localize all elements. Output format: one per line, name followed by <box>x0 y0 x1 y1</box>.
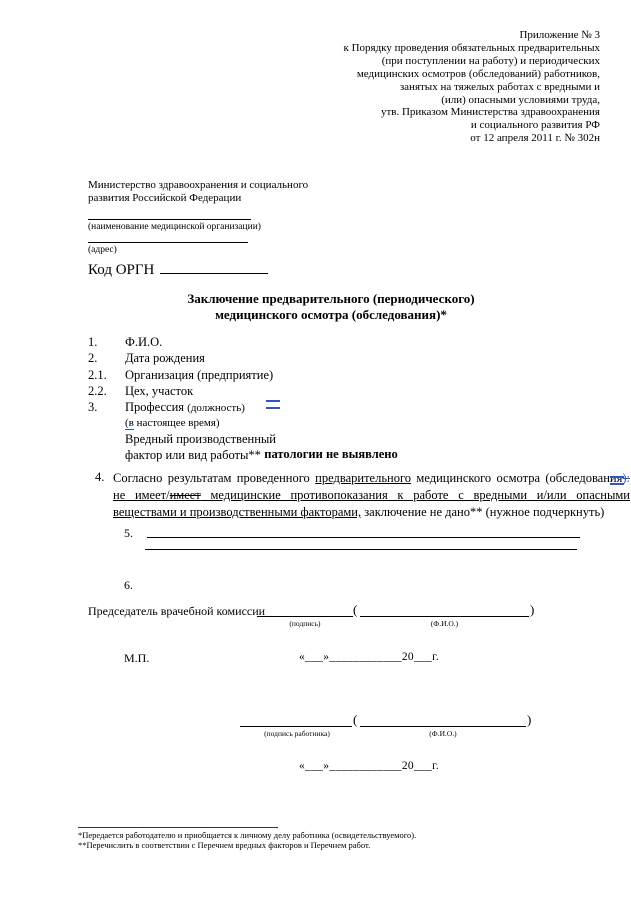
blank-line <box>160 260 268 274</box>
item-number: 4. <box>95 470 105 484</box>
footnote-separator <box>78 827 278 828</box>
paren-close: ) <box>527 712 532 727</box>
ministry-name: развития Российской Федерации <box>88 192 242 204</box>
blank-line <box>88 219 251 220</box>
chairman-label: Председатель врачебной комиссии <box>88 604 266 618</box>
appendix-line: (при поступлении на работу) и периодических <box>381 54 600 67</box>
item-label: Организация (предприятие) <box>125 367 274 382</box>
item-label: фактор или вид работы** <box>125 448 261 463</box>
appendix-line: от 12 апреля 2011 г. № 302н <box>470 132 600 145</box>
appendix-line: (или) опасными условиями труда, <box>441 93 600 106</box>
paragraph-4 <box>113 470 630 521</box>
now-rest: настоящее время) <box>133 417 220 430</box>
title-line: медицинского осмотра (обследования)* <box>215 306 447 322</box>
harmful-factor-line <box>88 431 276 447</box>
format-change-mark-icon <box>610 476 624 485</box>
title-line: Заключение предварительного (периодического) <box>187 291 475 306</box>
item-label <box>125 399 245 416</box>
tracked-change-underline: (в <box>125 417 134 430</box>
fio-caption: (Ф.И.О.) <box>430 619 459 628</box>
signature-blank <box>240 726 352 727</box>
paren-open: ( <box>353 602 358 617</box>
appendix-reference <box>343 29 600 145</box>
appendix-line: медицинских осмотров (обследований) работников, <box>356 67 600 80</box>
p4-underlined: не имеет/ <box>113 488 170 502</box>
paren-open: ( <box>353 712 358 727</box>
fio-caption: (Ф.И.О.) <box>429 729 457 738</box>
format-change-mark-icon <box>266 400 280 409</box>
item-label: Ф.И.О. <box>125 335 163 349</box>
appendix-line: утв. Приказом Министерства здравоохранения <box>380 106 600 119</box>
item-label <box>125 416 220 431</box>
item-number: 2.1. <box>88 367 107 382</box>
footnote: **Перечислить в соответствии с Перечнем вредных факторов и Перечнем работ. <box>78 840 371 850</box>
list-item-birthdate <box>88 350 276 366</box>
ogrn-row <box>88 260 368 277</box>
fio-blank <box>360 616 529 617</box>
signature-blank <box>257 616 353 617</box>
org-address-caption: (адрес) <box>88 245 117 255</box>
p4-text: заключение не дано** (нужное подчеркнуть) <box>361 505 605 519</box>
appendix-line: Приложение № 3 <box>519 29 600 41</box>
document-title <box>35 291 627 322</box>
p4-underlined: медицинские противопоказания к работе с вредными и/или опасными веществами и производственными факторами, <box>113 488 630 519</box>
item-number: 2. <box>88 351 98 366</box>
item-label: Дата рождения <box>125 351 205 366</box>
list-item-fio <box>88 334 276 350</box>
item-label: Цех, участок <box>125 383 194 398</box>
item-number: 6. <box>124 578 133 592</box>
profession-paren: (должность) <box>187 402 245 415</box>
item-number <box>88 416 125 431</box>
fio-blank <box>360 726 526 727</box>
p4-text: медицинского осмотра (обследования <box>411 471 623 485</box>
appendix-line: к Порядку проведения обязательных предварительных <box>343 41 600 54</box>
signature-caption: (подпись) <box>289 619 321 628</box>
item-number: 1. <box>88 335 98 349</box>
blank-line <box>145 549 577 550</box>
stamp-place-label: М.П. <box>124 651 150 665</box>
item-label: Вредный производственный <box>125 431 276 446</box>
item-number: 2.2. <box>88 383 107 398</box>
ogrn-label: Код ОРГН <box>88 262 155 278</box>
ministry-name: Министерство здравоохранения и социального <box>88 179 309 191</box>
item-number: 5. <box>124 526 133 540</box>
pathology-statement: патологии не выявлено <box>264 447 398 461</box>
p4-text: Согласно результатам проведенного <box>113 471 316 485</box>
list-item-organization <box>88 367 276 383</box>
blank-line <box>88 242 248 243</box>
item-number <box>88 431 125 447</box>
appendix-line: и социального развития РФ <box>470 119 600 132</box>
organization-block <box>88 179 368 277</box>
footnote: *Передается работодателю и приобщается к личному делу работника (освидетельствуемого). <box>78 830 417 840</box>
date-blank: «___»____________20___г. <box>299 760 439 772</box>
profession-now-line <box>88 416 276 431</box>
appendix-line: занятых на тяжелых работах с вредными и <box>399 80 600 93</box>
worker-signature-caption: (подпись работника) <box>264 729 330 738</box>
blank-line <box>147 537 580 538</box>
list-item-profession <box>88 399 276 416</box>
p4-struck-option: имеет <box>169 488 201 502</box>
tracked-deletion: ): <box>622 471 630 485</box>
date-blank: «___»____________20___г. <box>299 651 439 663</box>
item-number: 3. <box>88 400 98 415</box>
paren-close: ) <box>530 602 535 617</box>
fields-list <box>88 334 276 464</box>
profession-label: Профессия <box>125 400 188 415</box>
org-name-caption: (наименование медицинской организации) <box>88 222 261 232</box>
p4-underlined: предварительного <box>315 471 412 485</box>
list-item-workshop <box>88 383 276 399</box>
